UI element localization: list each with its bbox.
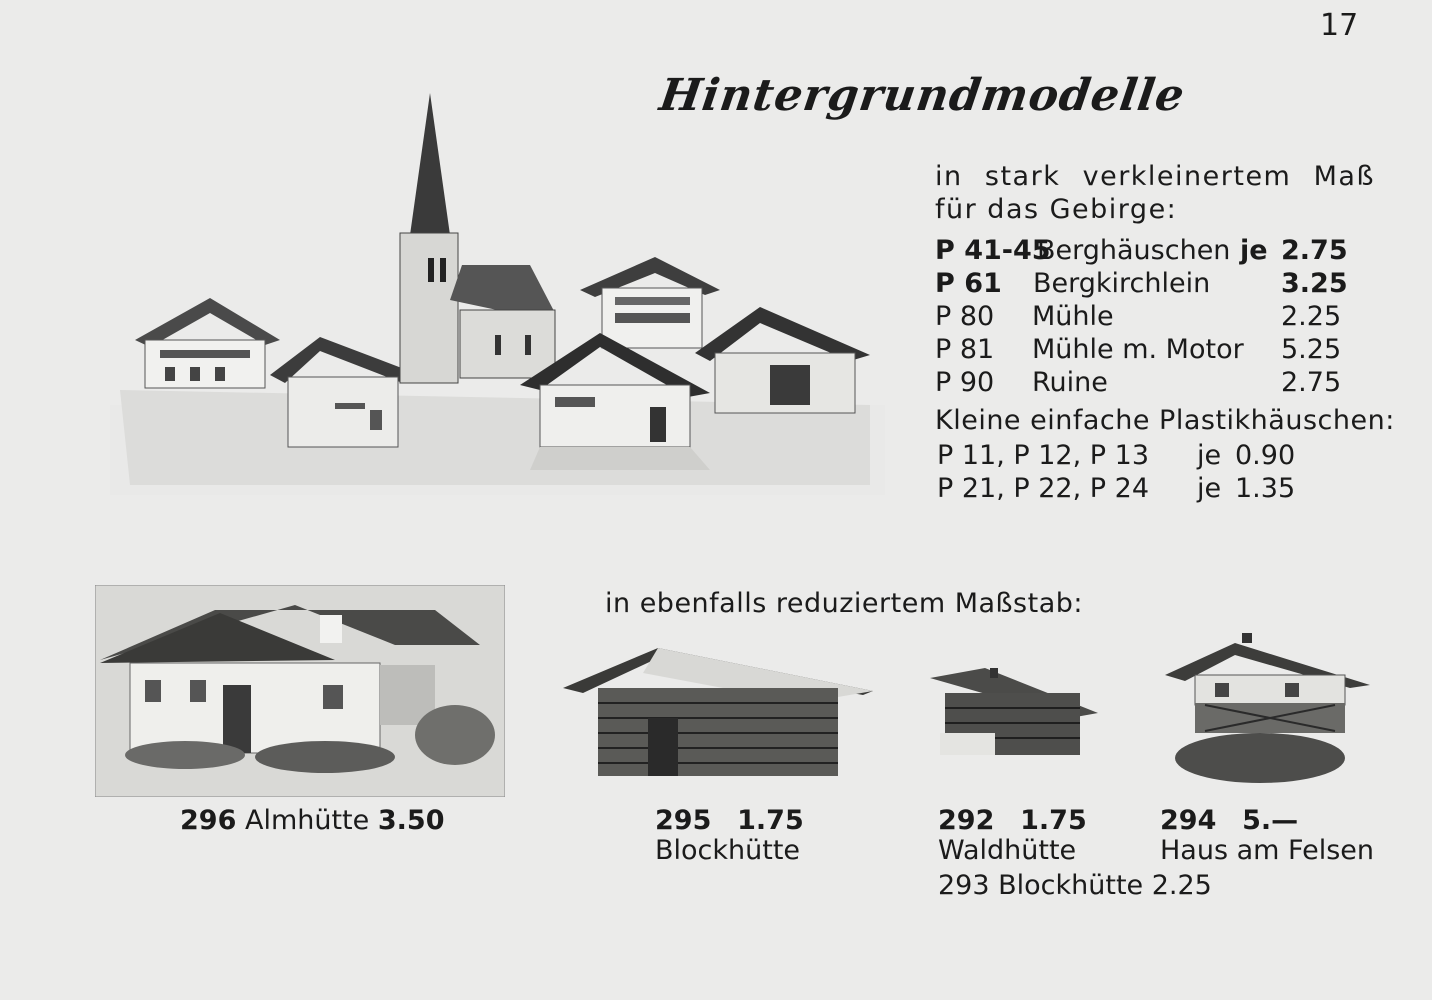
product-code: P 81: [935, 334, 995, 365]
item-caption-almhuette: [180, 805, 444, 836]
small-houses-price: 1.35: [1235, 473, 1296, 504]
item-number: 295: [655, 805, 712, 836]
item-price: 1.75: [737, 805, 804, 836]
product-name: Bergkirchlein: [1033, 268, 1211, 299]
product-code: P 80: [935, 301, 995, 332]
product-name: Ruine: [1032, 367, 1108, 398]
product-code: P 90: [935, 367, 995, 398]
small-houses-heading: Kleine einfache Plastikhäuschen:: [935, 405, 1395, 436]
item-price: 5.—: [1242, 805, 1299, 836]
product-name: Mühle: [1032, 301, 1114, 332]
product-price: 3.25: [1281, 268, 1348, 299]
page-number: 17: [1320, 8, 1359, 43]
product-price: 2.75: [1281, 367, 1342, 398]
waldhuette-photo: [930, 668, 1100, 768]
item-number: 292: [938, 805, 995, 836]
product-price: 2.25: [1281, 301, 1342, 332]
small-houses-price: 0.90: [1235, 440, 1296, 471]
item-number: 296: [180, 805, 237, 836]
item-name: Waldhütte: [938, 835, 1077, 866]
small-houses-codes: P 11, P 12, P 13: [937, 440, 1149, 471]
item-price: 1.75: [1020, 805, 1087, 836]
intro-text: in stark verkleinertem Maß für das Gebirge:: [935, 161, 1375, 225]
page-title: Hintergrundmodelle: [656, 70, 1189, 121]
haus-am-felsen-photo: [1165, 633, 1370, 783]
item-note: 293 Blockhütte 2.25: [938, 870, 1212, 901]
product-name: Mühle m. Motor: [1032, 334, 1244, 365]
item-name: Blockhütte: [655, 835, 801, 866]
blockhuette-photo: [563, 643, 873, 783]
product-name: Berghäuschen: [1037, 235, 1231, 266]
village-models-photo: [110, 85, 885, 495]
product-code: P 41-45: [935, 235, 1051, 266]
item-caption-haus-am-felsen: [1160, 805, 1298, 836]
item-name: Almhütte: [244, 805, 370, 836]
product-code: P 61: [935, 268, 1002, 299]
small-houses-codes: P 21, P 22, P 24: [937, 473, 1149, 504]
product-price-prefix: je: [1240, 235, 1268, 266]
almhuette-photo: [95, 585, 505, 797]
item-price: 3.50: [377, 805, 445, 836]
small-houses-prefix: je: [1197, 473, 1222, 504]
product-price: 2.75: [1281, 235, 1348, 266]
small-houses-prefix: je: [1197, 440, 1222, 471]
item-caption-blockhuette: [655, 805, 804, 836]
item-name: Haus am Felsen: [1160, 835, 1374, 866]
product-price: 5.25: [1281, 334, 1342, 365]
item-caption-waldhuette: [938, 805, 1087, 836]
item-number: 294: [1160, 805, 1217, 836]
reduced-scale-heading: in ebenfalls reduziertem Maßstab:: [605, 588, 1083, 619]
